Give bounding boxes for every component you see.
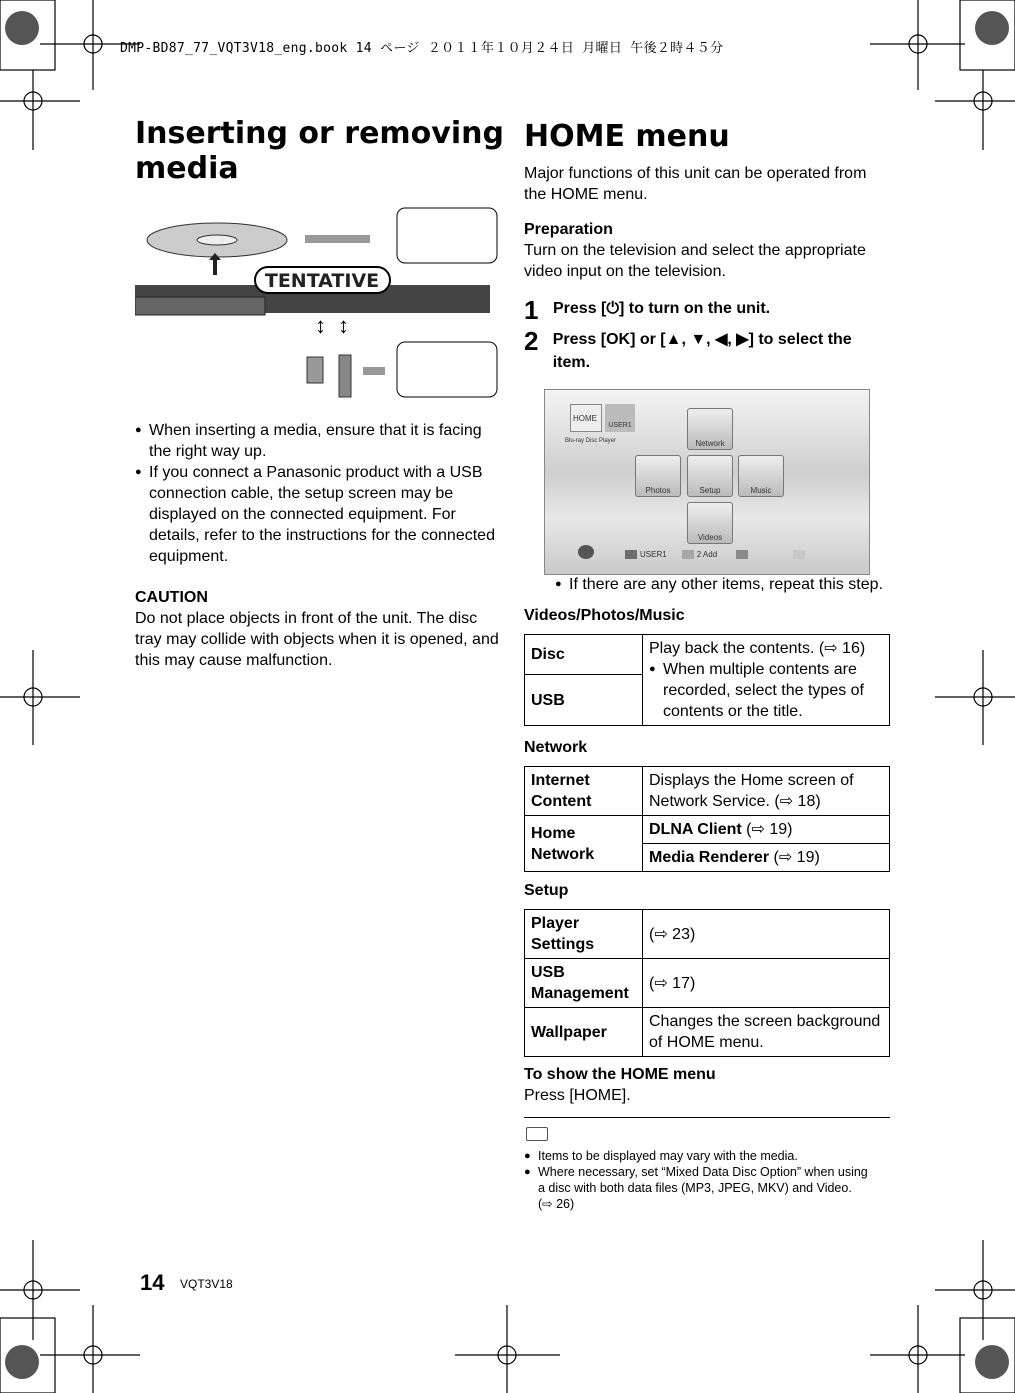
table-value: (⇨ 23): [643, 910, 890, 959]
preparation-text: Turn on the television and select the appropriate video input on the television.: [524, 242, 866, 280]
svg-text:↕: ↕: [338, 313, 349, 338]
setup-tile[interactable]: Setup: [687, 455, 733, 497]
table-key: USB: [525, 675, 643, 726]
network-tile[interactable]: Network: [687, 408, 733, 450]
network-heading: Network: [524, 739, 588, 756]
caution-text: Do not place objects in front of the unit. The disc tray may collide with objects when it is opened, and this may cause malfunction.: [135, 610, 499, 669]
divider: [524, 1117, 890, 1118]
videos-tile[interactable]: Videos: [687, 502, 733, 544]
section-title-inserting: Inserting or removing media: [135, 116, 504, 186]
footnotes: [524, 1148, 869, 1212]
table-key: USB Management: [525, 959, 643, 1008]
show-home-title: To show the HOME menu: [524, 1066, 716, 1083]
table-value: Changes the screen background of HOME menu.: [643, 1008, 890, 1057]
table-value: (⇨ 17): [643, 959, 890, 1008]
table-key: Player Settings: [525, 910, 643, 959]
preparation-title: Preparation: [524, 221, 613, 238]
note-item: ● When inserting a media, ensure that it is facing the right way up.: [135, 420, 500, 462]
section-title-home-menu: HOME menu: [524, 119, 730, 154]
videos-table: [524, 634, 890, 726]
network-table: [524, 766, 890, 872]
dpad-icon: [578, 545, 594, 559]
blue-button-icon: [793, 550, 805, 559]
table-key: Wallpaper: [525, 1008, 643, 1057]
footer-add: 2 Add: [696, 550, 718, 559]
red-button-icon: [625, 550, 637, 559]
table-key: Internet Content: [525, 767, 643, 816]
step-1: [524, 297, 890, 323]
doc-code: VQT3V18: [180, 1277, 233, 1291]
table-key: Disc: [525, 635, 643, 675]
footer-user: USER1: [640, 550, 667, 559]
setup-heading: Setup: [524, 882, 569, 899]
note-item: ● If there are any other items, repeat this step.: [555, 574, 883, 595]
note-item: ● If you connect a Panasonic product with a USB connection cable, the setup screen may be displayed on the connected equipment. For details, refer to the instructions for the connected equipment.: [135, 462, 500, 567]
caution-title: CAUTION: [135, 589, 208, 606]
note-item: ● Items to be displayed may vary with the media.: [524, 1148, 869, 1164]
step-text: Press [⏻] to turn on the unit.: [553, 300, 771, 317]
svg-text:↕: ↕: [315, 313, 326, 338]
table-key: Home Network: [525, 816, 643, 872]
photos-tile[interactable]: Photos: [635, 455, 681, 497]
setup-table: [524, 909, 890, 1057]
green-button-icon: [682, 550, 694, 559]
home-label: HOME: [570, 404, 602, 432]
table-bullet: ● When multiple contents are recorded, select the types of contents or the title.: [649, 659, 883, 722]
player-label: Blu-ray Disc Player: [565, 438, 617, 444]
step-number: 1: [524, 295, 539, 325]
table-value: Displays the Home screen of Network Service. (⇨ 18): [643, 767, 890, 816]
ref: (⇨ 19): [769, 849, 820, 866]
yellow-button-icon: [736, 550, 748, 559]
dlna-client: DLNA Client: [649, 821, 742, 838]
table-value: Play back the contents. (⇨ 16): [649, 640, 866, 657]
media-insert-illustration: [135, 205, 500, 400]
user-avatar: USER1: [605, 404, 635, 432]
ref: (⇨ 19): [741, 821, 793, 838]
step-text: Press [OK] or [▲, ▼, ◀, ▶] to select the item.: [552, 331, 852, 371]
step-number: 2: [524, 326, 539, 356]
media-renderer: Media Renderer: [649, 849, 770, 866]
videos-photos-music-heading: Videos/Photos/Music: [524, 607, 685, 624]
home-menu-screenshot: [544, 389, 870, 575]
print-header: DMP-BD87_77_VQT3V18_eng.book 14 ページ ２０１１年１０月２４日 月曜日 午後２時４５分: [120, 41, 724, 56]
repeat-note: [555, 574, 883, 595]
note-item: ● Where necessary, set “Mixed Data Disc Option” when using a disc with both data files (MP3, JPEG, MKV) and Video. (⇨ 26): [524, 1164, 869, 1212]
note-book-icon: [526, 1127, 548, 1141]
music-tile[interactable]: Music: [738, 455, 784, 497]
tentative-label: TENTATIVE: [264, 270, 380, 292]
step-2: [524, 328, 890, 374]
page-number: 14: [140, 1270, 165, 1295]
intro-text: Major functions of this unit can be operated from the HOME menu.: [524, 165, 867, 203]
insert-notes: [135, 420, 500, 567]
show-home-text: Press [HOME].: [524, 1087, 631, 1104]
